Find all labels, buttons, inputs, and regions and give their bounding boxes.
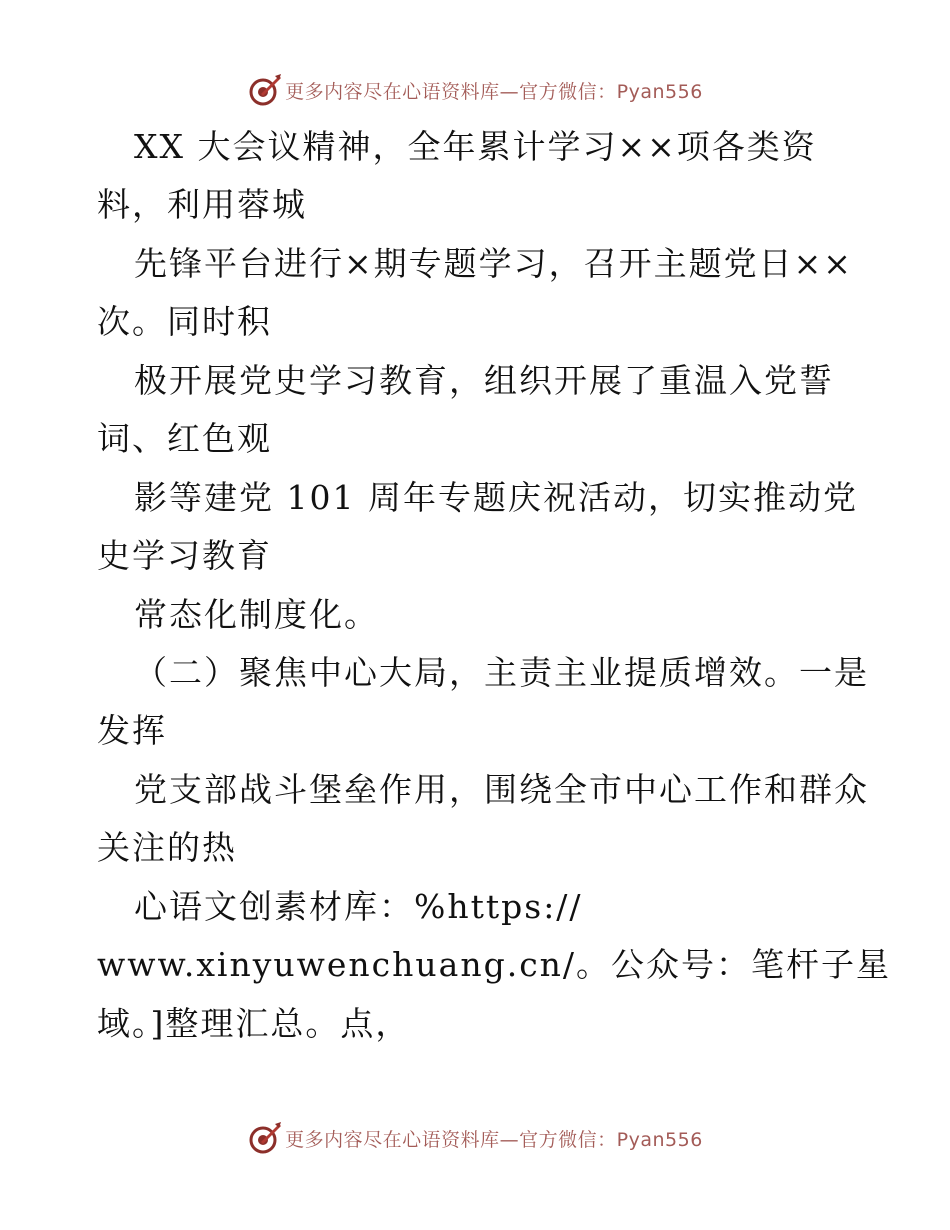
text-line: 党支部战斗堡垒作用，围绕全市中心工作和群众 — [134, 770, 869, 809]
text-line: XX 大会议精神，全年累计学习××项各类资 — [134, 127, 817, 166]
text-line: 料，利用蓉城 — [97, 185, 307, 224]
text-line: 词、红色观 — [97, 419, 272, 458]
header-watermark-banner — [0, 70, 950, 110]
text-line: 常态化制度化。 — [134, 595, 379, 634]
quill-seal-icon — [247, 72, 283, 108]
text-line: www.xinyuwenchuang.cn/。公众号：笔杆子星 — [97, 945, 892, 984]
text-line: 次。同时积 — [97, 302, 272, 341]
text-line: 极开展党史学习教育，组织开展了重温入党誓 — [134, 361, 834, 400]
text-line: 关注的热 — [97, 828, 237, 867]
watermark-text: 更多内容尽在心语资料库—官方微信：Pyan556 — [285, 80, 703, 103]
text-line: 心语文创素材库：%https:// — [134, 887, 583, 926]
text-line: 影等建党 101 周年专题庆祝活动，切实推动党 — [134, 478, 858, 517]
text-line: 先锋平台进行×期专题学习，召开主题党日×× — [134, 244, 853, 283]
quill-seal-icon — [247, 1120, 283, 1156]
text-line: 发挥 — [97, 711, 167, 750]
text-line: 域。]整理汇总。点， — [97, 1004, 411, 1043]
watermark-text: 更多内容尽在心语资料库—官方微信：Pyan556 — [285, 1128, 703, 1151]
text-line: 史学习教育 — [97, 536, 272, 575]
text-line: （二）聚焦中心大局，主责主业提质增效。一是 — [134, 653, 869, 692]
footer-watermark-banner — [0, 1118, 950, 1158]
